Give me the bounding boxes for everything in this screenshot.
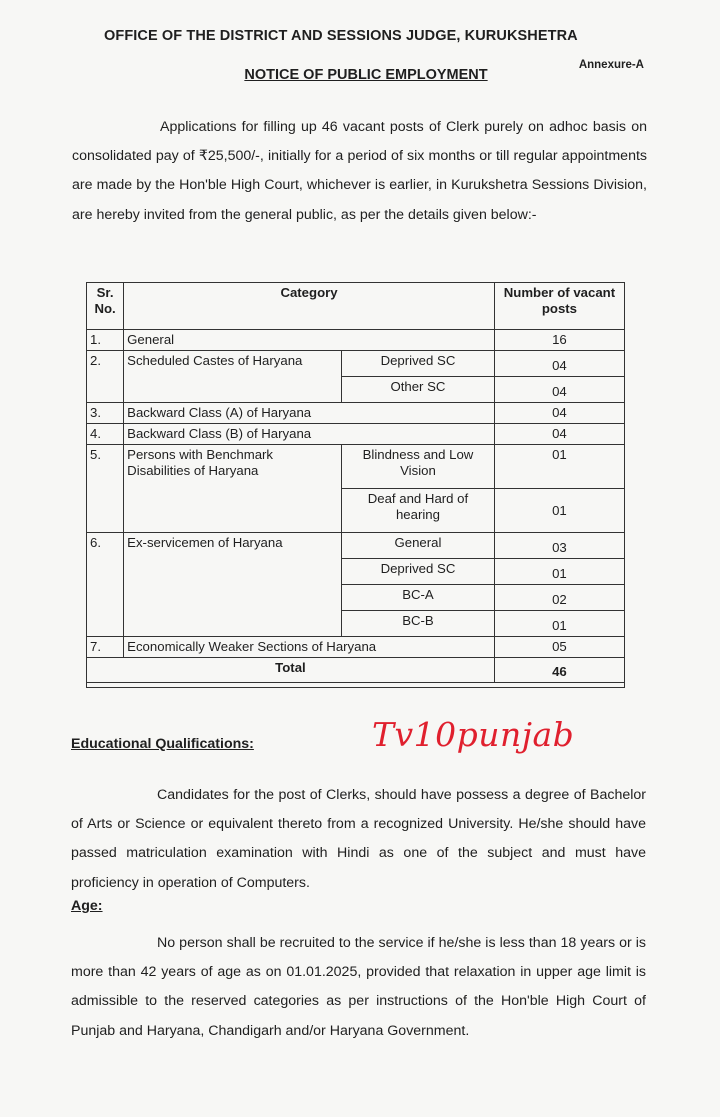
row-category: Economically Weaker Sections of Haryana <box>124 637 495 658</box>
row-category: General <box>124 330 495 351</box>
table-row <box>87 533 625 559</box>
total-value: 46 <box>494 658 624 683</box>
table-row <box>87 403 625 424</box>
row-count: 04 <box>494 424 624 445</box>
row-category: Persons with Benchmark Disabilities of Haryana <box>124 445 342 533</box>
education-heading: Educational Qualifications: <box>71 736 254 752</box>
row-count: 05 <box>494 637 624 658</box>
row-count: 01 <box>494 489 624 533</box>
office-title: OFFICE OF THE DISTRICT AND SESSIONS JUDGE, KURUKSHETRA <box>104 28 578 44</box>
watermark-text: Tv10punjab <box>372 715 575 754</box>
row-sr: 5. <box>87 445 124 533</box>
row-subcategory: Deprived SC <box>342 351 495 377</box>
row-sr: 2. <box>87 351 124 403</box>
age-paragraph: No person shall be recruited to the service if he/she is less than 18 years or is more than 42 years of age as on 01.01.2025, provided that relaxation in upper age limit is admissible to the reserved categories as per instructions of the Hon'ble High Court of Punjab and Haryana, Chandigarh and/or Haryana Government. <box>71 935 646 1039</box>
row-count: 02 <box>494 585 624 611</box>
row-subcategory: Other SC <box>342 377 495 403</box>
row-subcategory: Blindness and Low Vision <box>342 445 495 489</box>
row-count: 03 <box>494 533 624 559</box>
row-subcategory: Deaf and Hard of hearing <box>342 489 495 533</box>
row-count: 04 <box>494 403 624 424</box>
intro-paragraph: Applications for filling up 46 vacant posts of Clerk purely on adhoc basis on consolidated pay of ₹25,500/-, initially for a period of six months or till regular appointments are made by the Hon'ble High Court, whichever is earlier, in Kurukshetra Sessions Division, are hereby invited from the general public, as per the details given below:- <box>72 119 647 223</box>
row-sr: 1. <box>87 330 124 351</box>
row-subcategory: BC-A <box>342 585 495 611</box>
notice-title-text: NOTICE OF PUBLIC EMPLOYMENT <box>244 67 488 83</box>
table-row <box>87 445 625 489</box>
row-count: 16 <box>494 330 624 351</box>
row-sr: 7. <box>87 637 124 658</box>
row-count: 01 <box>494 445 624 489</box>
row-count: 04 <box>494 377 624 403</box>
row-count: 01 <box>494 559 624 585</box>
table-total-row <box>87 658 625 683</box>
header-category: Category <box>124 283 495 330</box>
row-count: 01 <box>494 611 624 637</box>
row-category: Backward Class (A) of Haryana <box>124 403 495 424</box>
row-subcategory: BC-B <box>342 611 495 637</box>
education-paragraph: Candidates for the post of Clerks, should have possess a degree of Bachelor of Arts or Science or equivalent thereto from a recognized University. He/she should have passed matriculation examination with Hindi as one of the subject and must have proficiency in operation of Computers. <box>71 787 646 891</box>
table-row <box>87 330 625 351</box>
row-subcategory: Deprived SC <box>342 559 495 585</box>
annexure-label: Annexure-A <box>578 59 644 71</box>
row-sr: 4. <box>87 424 124 445</box>
notice-title <box>0 67 720 83</box>
row-category: Ex-servicemen of Haryana <box>124 533 342 637</box>
table-row <box>87 637 625 658</box>
table-footer-bar <box>87 683 625 688</box>
footer-bar-cell <box>87 683 625 688</box>
row-category: Scheduled Castes of Haryana <box>124 351 342 403</box>
table-header-row <box>87 283 625 330</box>
header-vacancies: Number of vacant posts <box>494 283 624 330</box>
table-row <box>87 424 625 445</box>
row-subcategory: General <box>342 533 495 559</box>
header-sr: Sr. No. <box>87 283 124 330</box>
row-count: 04 <box>494 351 624 377</box>
row-sr: 3. <box>87 403 124 424</box>
row-sr: 6. <box>87 533 124 637</box>
row-category: Backward Class (B) of Haryana <box>124 424 495 445</box>
vacancy-table <box>86 282 625 688</box>
total-label: Total <box>87 658 495 683</box>
age-heading: Age: <box>71 898 103 914</box>
table-row <box>87 351 625 377</box>
